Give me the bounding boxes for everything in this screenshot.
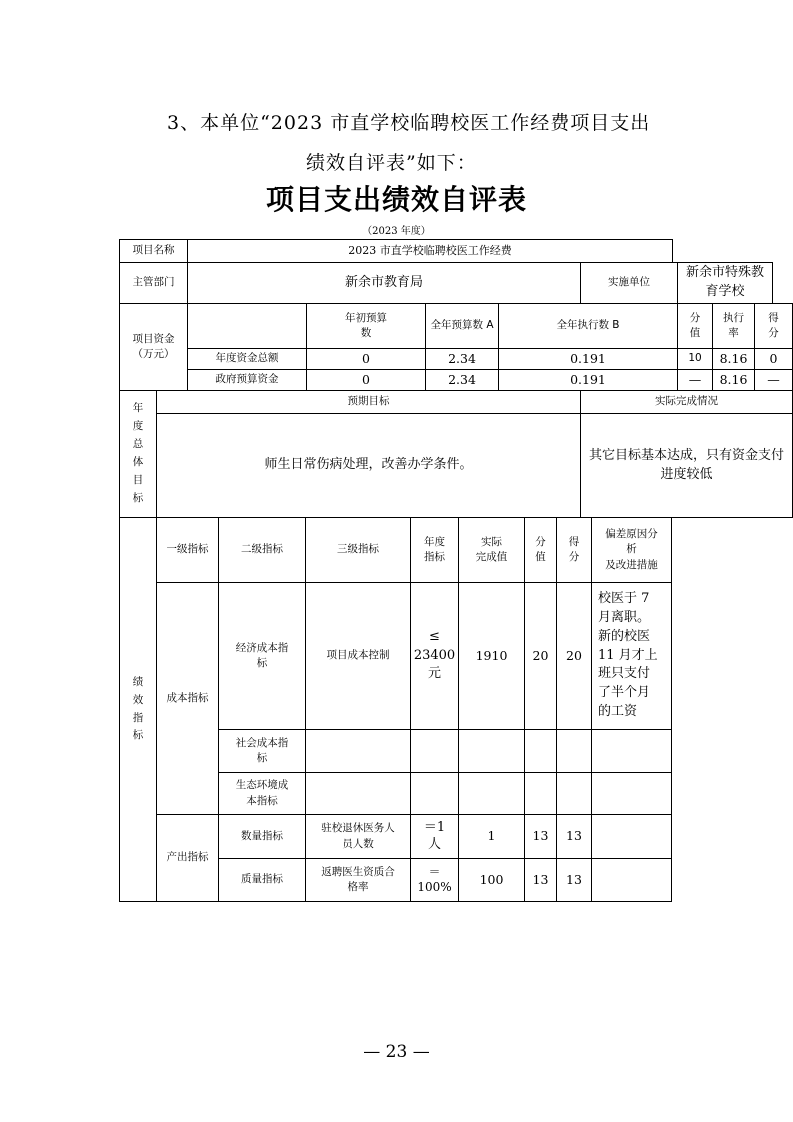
social-cost-reason	[591, 729, 672, 773]
eco-cost-score-value	[524, 772, 557, 815]
funds-row-total-full: 2.34	[425, 348, 499, 370]
funds-row-gov-score-value: —	[677, 369, 713, 391]
quality-reason	[591, 858, 672, 902]
funds-row-total-score-value: 10	[677, 348, 713, 370]
expected-goal-header: 预期目标	[156, 390, 581, 414]
impl-value: 新余市特殊教育学校	[677, 262, 773, 304]
expected-goal: 师生日常伤病处理，改善办学条件。	[156, 413, 581, 518]
cost-indicator-label: 成本指标	[156, 582, 219, 815]
project-name-label: 项目名称	[119, 239, 188, 263]
quantity-score: 13	[556, 814, 592, 859]
econ-annual-target: ≤ 23400 元	[410, 582, 459, 730]
quantity-indicator-name: 驻校退休医务人 员人数	[305, 814, 411, 859]
econ-indicator-name: 项目成本控制	[305, 582, 411, 730]
funds-label: 项目资金 （万元）	[119, 303, 188, 391]
funds-row-gov-rate: 8.16	[712, 369, 755, 391]
actual-completion: 其它目标基本达成，只有资金支付进度较低	[580, 413, 793, 518]
actual-completion-header: 实际完成情况	[580, 390, 793, 414]
eco-cost-score	[556, 772, 592, 815]
econ-actual-value: 1910	[458, 582, 525, 730]
funds-row-total-score: 0	[754, 348, 793, 370]
col-score: 得 分	[754, 303, 793, 349]
econ-deviation-reason: 校医于 7 月离职。 新的校医 11 月才上 班只支付 了半个月 的工资	[591, 582, 672, 730]
eco-cost-annual	[410, 772, 459, 815]
dept-label: 主管部门	[119, 262, 188, 304]
quantity-indicator-label: 数量指标	[218, 814, 306, 859]
funds-row-gov-full: 2.34	[425, 369, 499, 391]
quality-actual-value: 100	[458, 858, 525, 902]
impl-label: 实施单位	[580, 262, 678, 304]
social-cost-actual	[458, 729, 525, 773]
col-exec-rate: 执行 率	[712, 303, 755, 349]
social-cost-name	[305, 729, 411, 773]
col-executed: 全年执行数 B	[498, 303, 678, 349]
quantity-reason	[591, 814, 672, 859]
funds-row-gov-score: —	[754, 369, 793, 391]
header-level1: 一级指标	[156, 517, 219, 583]
col-full-budget: 全年预算数 A	[425, 303, 499, 349]
col-initial-budget: 年初预算 数	[306, 303, 426, 349]
header-annual-target: 年度 指标	[410, 517, 459, 583]
annual-goals-label: 年度总体目标	[119, 390, 157, 518]
funds-row-total-initial: 0	[306, 348, 426, 370]
funds-row-total-rate: 8.16	[712, 348, 755, 370]
output-indicator-label: 产出指标	[156, 814, 219, 902]
funds-row-total-exec: 0.191	[498, 348, 678, 370]
funds-row-total-label: 年度资金总额	[187, 348, 307, 370]
quality-score: 13	[556, 858, 592, 902]
eco-cost-reason	[591, 772, 672, 815]
dept-value: 新余市教育局	[187, 262, 581, 304]
social-cost-annual	[410, 729, 459, 773]
funds-row-gov-label: 政府预算资金	[187, 369, 307, 391]
funds-row-gov-exec: 0.191	[498, 369, 678, 391]
performance-indicators-label: 绩效指标	[119, 517, 157, 902]
header-level2: 二级指标	[218, 517, 306, 583]
intro-line-1: 3、本单位“2023 市直学校临聘校医工作经费项目支出	[167, 112, 651, 134]
project-name: 2023 市直学校临聘校医工作经费	[187, 239, 673, 263]
quality-annual-target: ＝ 100%	[410, 858, 459, 902]
quality-indicator-name: 返聘医生资质合 格率	[305, 858, 411, 902]
social-cost-label: 社会成本指 标	[218, 729, 306, 773]
page-number: — 23 —	[363, 1042, 430, 1062]
quantity-annual-target: ＝1 人	[410, 814, 459, 859]
social-cost-score	[556, 729, 592, 773]
header-actual-value: 实际 完成值	[458, 517, 525, 583]
eco-cost-label: 生态环境成 本指标	[218, 772, 306, 815]
self-evaluation-table	[120, 240, 785, 902]
eco-cost-name	[305, 772, 411, 815]
intro-line-2: 绩效自评表”如下：	[306, 152, 477, 174]
social-cost-score-value	[524, 729, 557, 773]
quality-score-value: 13	[524, 858, 557, 902]
year-label: （2023 年度）	[362, 226, 431, 237]
page-title: 项目支出绩效自评表	[265, 183, 527, 216]
funds-header-blank	[187, 303, 307, 349]
header-score: 得 分	[556, 517, 592, 583]
econ-score-value: 20	[524, 582, 557, 730]
col-score-value: 分 值	[677, 303, 713, 349]
funds-row-gov-initial: 0	[306, 369, 426, 391]
header-score-value: 分 值	[524, 517, 557, 583]
header-level3: 三级指标	[305, 517, 411, 583]
econ-score: 20	[556, 582, 592, 730]
econ-cost-label: 经济成本指 标	[218, 582, 306, 730]
eco-cost-actual	[458, 772, 525, 815]
quality-indicator-label: 质量指标	[218, 858, 306, 902]
header-deviation-reason: 偏差原因分 析 及改进措施	[591, 517, 672, 583]
quantity-score-value: 13	[524, 814, 557, 859]
quantity-actual-value: 1	[458, 814, 525, 859]
